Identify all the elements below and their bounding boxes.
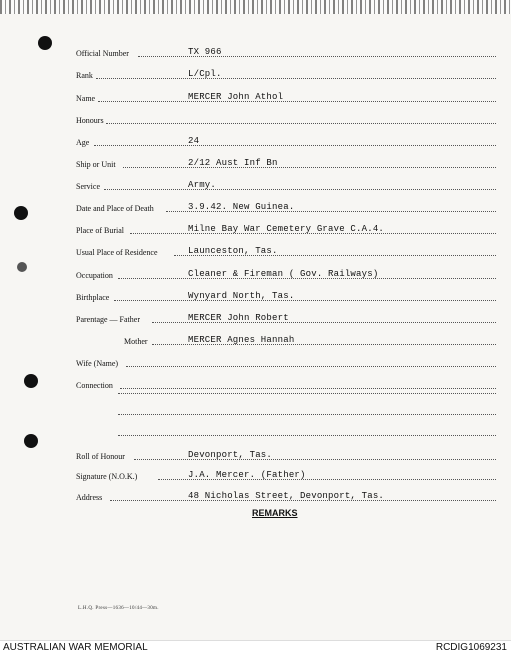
connection-continuation-line bbox=[118, 435, 496, 436]
form-field-occupation bbox=[76, 266, 496, 280]
remarks-heading: REMARKS bbox=[252, 508, 298, 518]
field-label: Connection bbox=[76, 381, 113, 390]
form-field-roll-of-honour bbox=[76, 447, 496, 461]
field-value: 48 Nicholas Street, Devonport, Tas. bbox=[188, 491, 385, 501]
form-field-birthplace bbox=[76, 288, 496, 302]
field-rule bbox=[98, 101, 496, 102]
connection-continuation-line bbox=[118, 414, 496, 415]
field-rule bbox=[120, 388, 496, 389]
form-field-mother bbox=[76, 332, 496, 346]
field-label: Wife (Name) bbox=[76, 359, 119, 368]
field-value: Wynyard North, Tas. bbox=[188, 291, 295, 301]
field-label: Place of Burial bbox=[76, 226, 124, 235]
institution-name: AUSTRALIAN WAR MEMORIAL bbox=[3, 642, 148, 653]
field-value: TX 966 bbox=[188, 47, 222, 57]
field-value: MERCER Agnes Hannah bbox=[188, 335, 295, 345]
field-label: Roll of Honour bbox=[76, 452, 125, 461]
field-value: Cleaner & Fireman ( Gov. Railways) bbox=[188, 269, 379, 279]
field-label: Official Number bbox=[76, 49, 129, 58]
field-rule bbox=[104, 189, 496, 190]
form-field-age bbox=[76, 133, 496, 147]
form-field-date-place-of-death bbox=[76, 199, 496, 213]
punch-hole-upper bbox=[14, 206, 28, 220]
form-field-connection bbox=[76, 376, 496, 390]
form-field-usual-residence bbox=[76, 243, 496, 257]
form-field-address bbox=[76, 488, 496, 502]
field-label: Service bbox=[76, 182, 100, 191]
field-rule bbox=[94, 145, 496, 146]
field-label: Parentage — Father bbox=[76, 315, 140, 324]
field-value: 2/12 Aust Inf Bn bbox=[188, 158, 278, 168]
field-value: MERCER John Athol bbox=[188, 92, 284, 102]
field-label: Honours bbox=[76, 116, 104, 125]
field-label: Birthplace bbox=[76, 293, 110, 302]
connection-continuation-line bbox=[118, 393, 496, 394]
field-label: Occupation bbox=[76, 271, 113, 280]
field-rule bbox=[123, 167, 496, 168]
form-field-service bbox=[76, 177, 496, 191]
form-field-rank bbox=[76, 66, 496, 80]
form-field-name bbox=[76, 89, 496, 103]
form-field-father bbox=[76, 310, 496, 324]
field-value: J.A. Mercer. (Father) bbox=[188, 470, 306, 480]
form-print-number: L.H.Q. Press—1636—10/44—30m. bbox=[78, 606, 159, 611]
punch-hole-lower bbox=[24, 374, 38, 388]
field-value: Army. bbox=[188, 180, 217, 190]
archive-footer bbox=[0, 640, 511, 655]
field-label: Ship or Unit bbox=[76, 160, 116, 169]
record-reference: RCDIG1069231 bbox=[435, 642, 507, 653]
field-rule bbox=[114, 300, 496, 301]
scan-edge bbox=[0, 0, 511, 14]
form-field-signature bbox=[76, 467, 496, 481]
field-label: Address bbox=[76, 493, 103, 502]
field-value: 3.9.42. New Guinea. bbox=[188, 202, 295, 212]
field-label: Signature (N.O.K.) bbox=[76, 472, 138, 481]
field-value: Launceston, Tas. bbox=[188, 246, 278, 256]
field-value: Devonport, Tas. bbox=[188, 450, 273, 460]
field-label: Age bbox=[76, 138, 90, 147]
form-field-honours bbox=[76, 111, 496, 125]
field-rule bbox=[106, 123, 496, 124]
field-label: Name bbox=[76, 94, 96, 103]
field-label: Usual Place of Residence bbox=[76, 248, 158, 257]
punch-hole-faint bbox=[17, 262, 27, 272]
field-value: 24 bbox=[188, 136, 200, 146]
field-value: Milne Bay War Cemetery Grave C.A.4. bbox=[188, 224, 385, 234]
punch-hole-bottom bbox=[24, 434, 38, 448]
punch-hole-top bbox=[38, 36, 52, 50]
field-rule bbox=[126, 366, 496, 367]
form-field-wife bbox=[76, 354, 496, 368]
form-field-place-of-burial bbox=[76, 221, 496, 235]
field-label: Rank bbox=[76, 71, 93, 80]
form-field-official-number bbox=[76, 44, 496, 58]
field-label: Mother bbox=[124, 337, 148, 346]
field-rule bbox=[96, 78, 496, 79]
field-label: Date and Place of Death bbox=[76, 204, 154, 213]
form-field-ship-or-unit bbox=[76, 155, 496, 169]
field-value: MERCER John Robert bbox=[188, 313, 289, 323]
field-value: L/Cpl. bbox=[188, 69, 222, 79]
